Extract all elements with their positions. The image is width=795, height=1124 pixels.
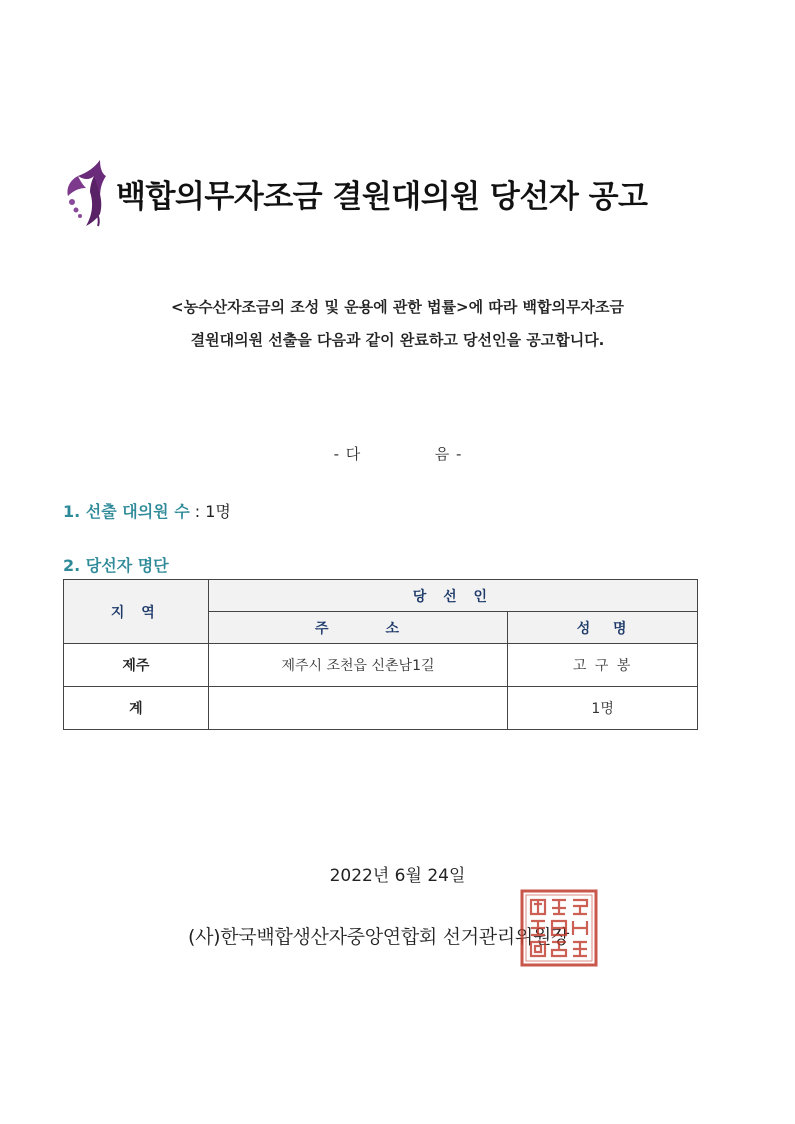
- intro-line-1: <농수산자조금의 조성 및 운용에 관한 법률>에 따라 백합의무자조금: [171, 298, 624, 316]
- header-region: 지 역: [64, 580, 209, 644]
- notice-heading: - 다 음 -: [333, 445, 462, 463]
- row-name: 고 구 봉: [508, 644, 698, 687]
- page-title: 백합의무자조금 결원대의원 당선자 공고: [116, 178, 648, 215]
- section-2-heading: 2. 당선자 명단: [63, 556, 169, 575]
- elected-roster-table: [63, 579, 698, 730]
- section-1-label: 1. 선출 대의원 수: [63, 502, 190, 521]
- row-address: 제주시 조천읍 신촌남1길: [208, 644, 508, 687]
- header-elected: 당 선 인: [208, 580, 697, 612]
- header-address: 주 소: [208, 612, 508, 644]
- row-name: 1명: [508, 687, 698, 730]
- notice-date: 2022년 6월 24일: [329, 866, 466, 886]
- row-region: 제주: [64, 644, 209, 687]
- intro-line-2: 결원대의원 선출을 다음과 같이 완료하고 당선인을 공고합니다.: [190, 331, 605, 349]
- official-seal-stamp: [519, 888, 599, 968]
- section-1-heading: [63, 499, 231, 522]
- issuer-organization: (사)한국백합생산자중앙연합회 선거관리위원장: [188, 926, 570, 948]
- table-row: [64, 644, 698, 687]
- header-name: 성 명: [508, 612, 698, 644]
- lily-flower-icon: [64, 158, 114, 228]
- row-region: 계: [64, 687, 209, 730]
- row-address: [208, 687, 508, 730]
- section-1-value: : 1명: [189, 502, 231, 521]
- table-row: [64, 687, 698, 730]
- title-row: [64, 158, 647, 228]
